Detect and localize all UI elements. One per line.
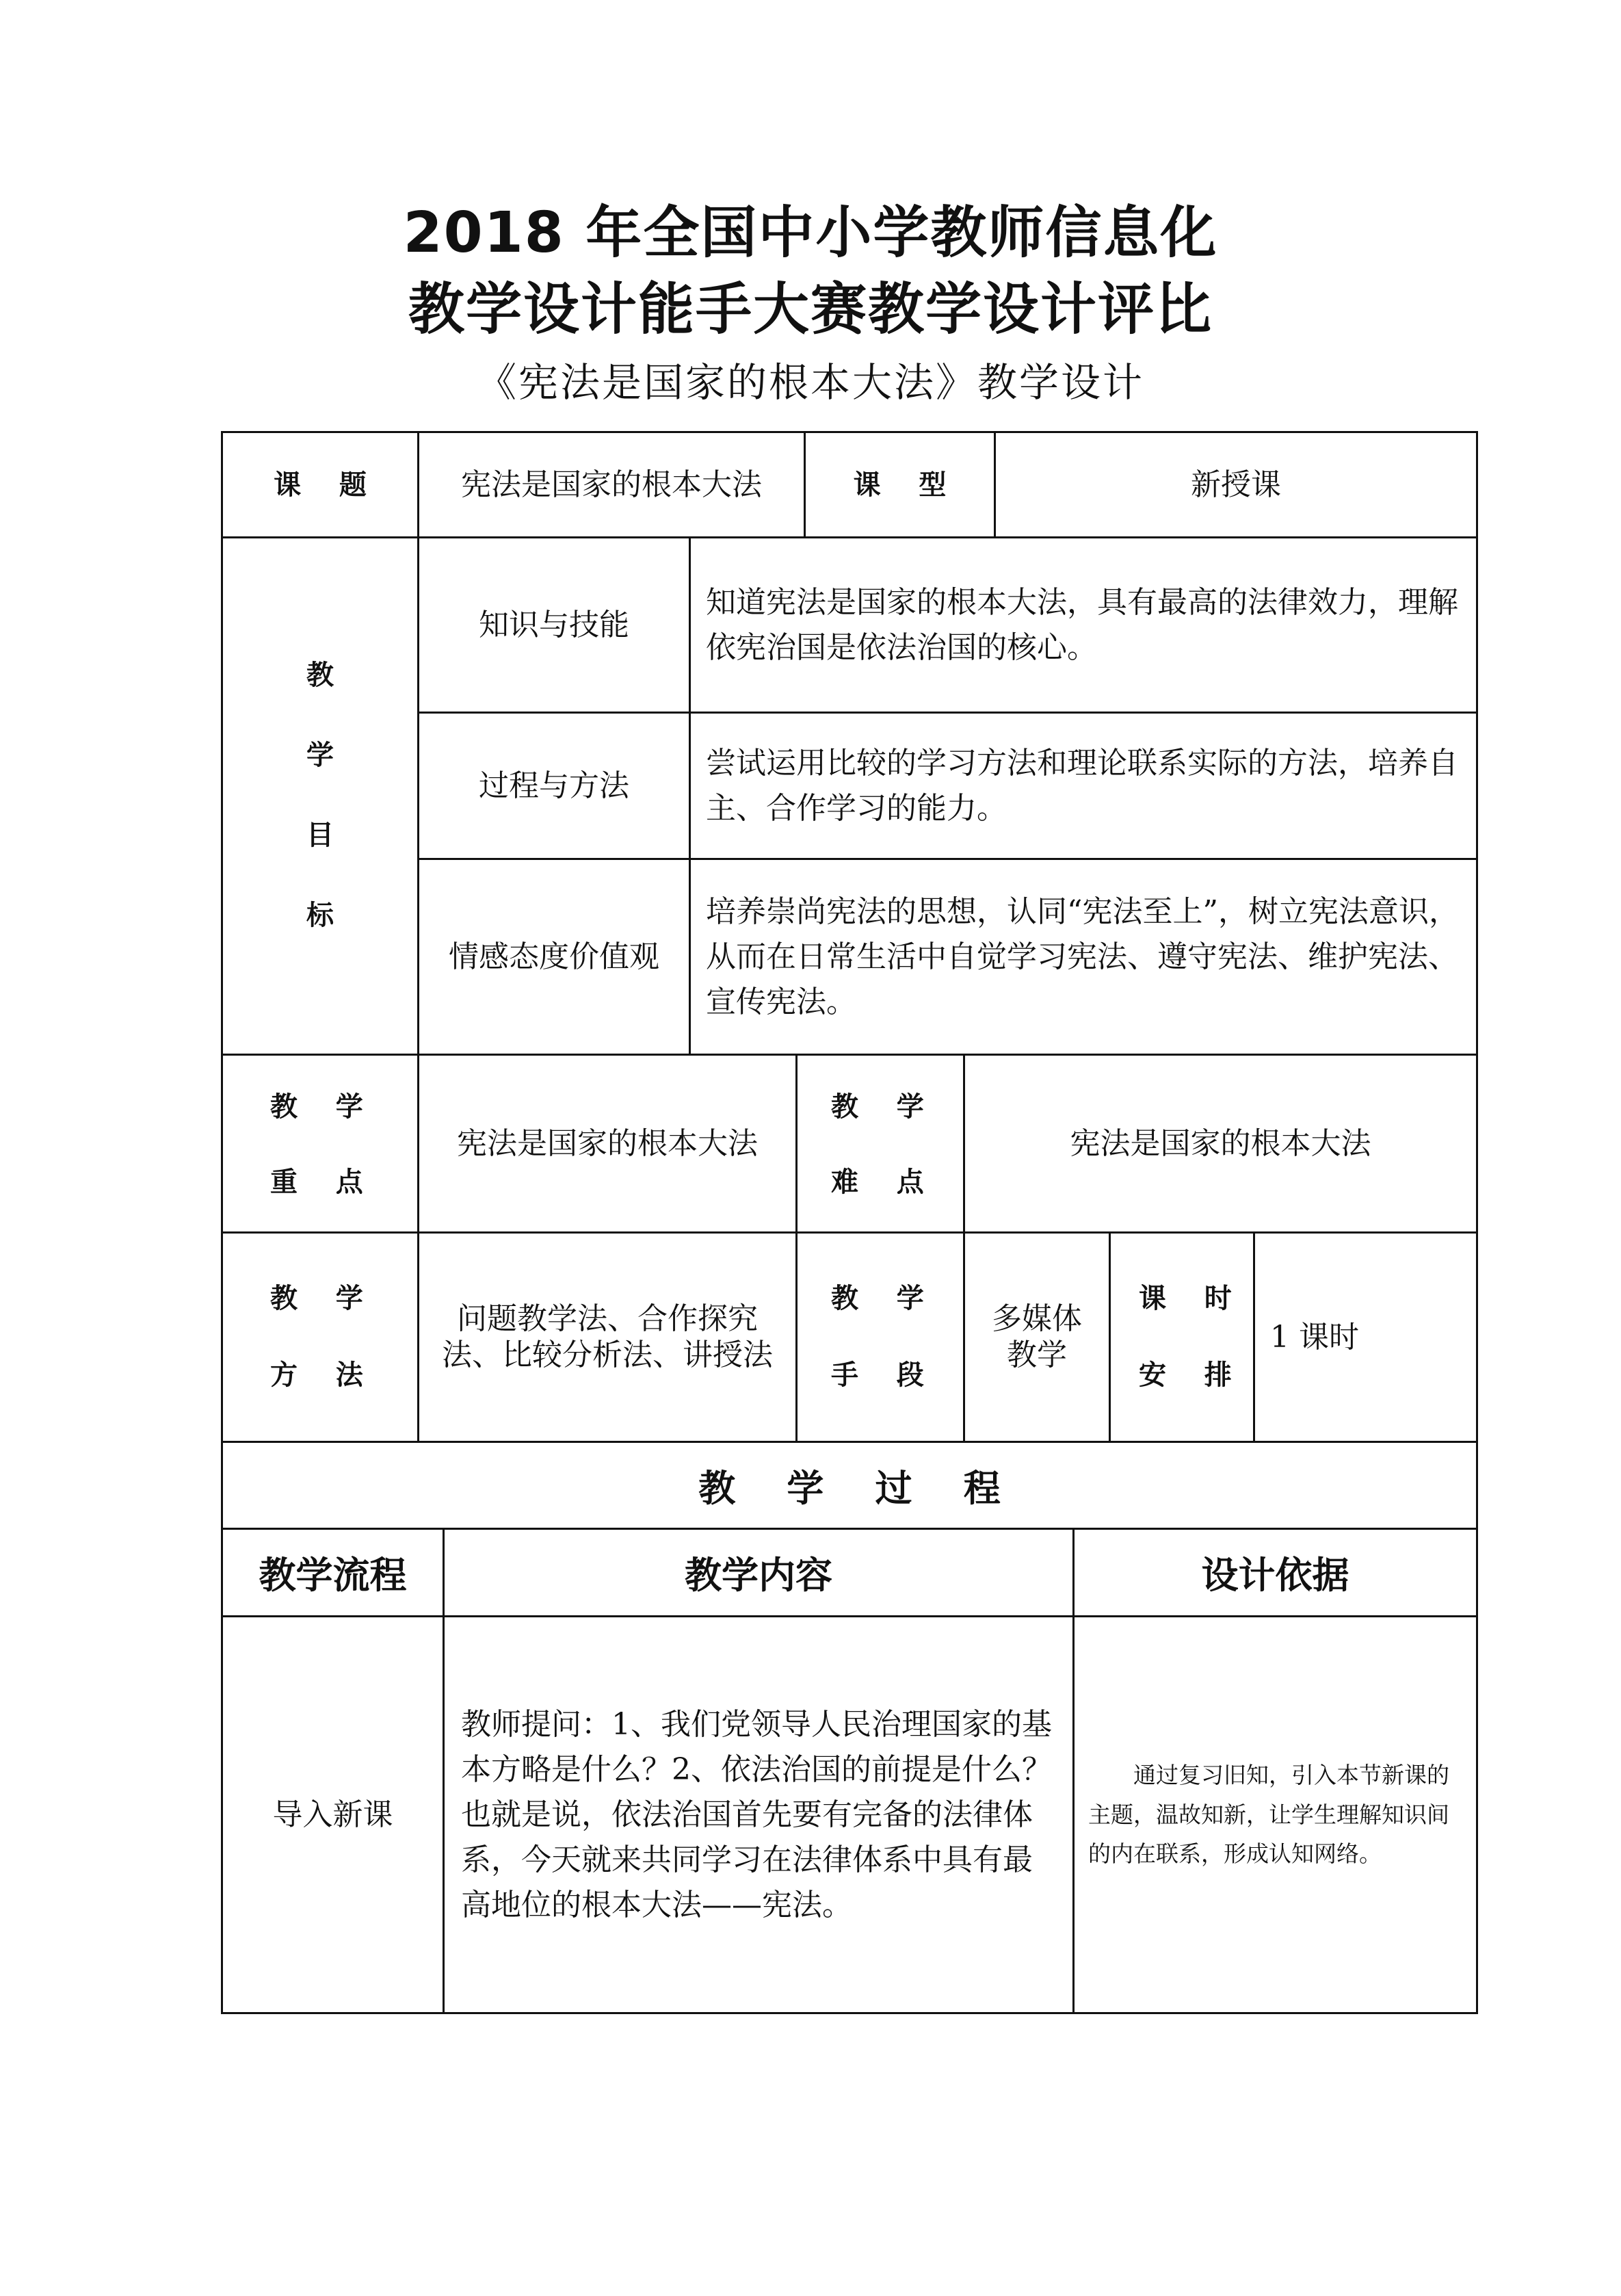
time-value: 1 课时	[1270, 1319, 1359, 1355]
process-stage: 导入新课	[272, 1797, 393, 1832]
objectives-label-char: 目	[306, 820, 334, 851]
column-header-content: 教学内容	[685, 1554, 832, 1597]
topic-label: 课 题	[274, 469, 367, 501]
objective-text-knowledge: 知道宪法是国家的根本大法，具有最高的法律效力，理解依宪治国是依法治国的核心。	[706, 584, 1458, 665]
objective-category-knowledge: 知识与技能	[479, 607, 629, 642]
lesson-type-label: 课 型	[853, 469, 947, 501]
key-points-value: 宪法是国家的根本大法	[457, 1125, 758, 1161]
objectives-label-char: 教	[306, 660, 334, 691]
document-title-line-1: 2018 年全国中小学教师信息化	[403, 200, 1218, 265]
objective-text-process: 尝试运用比较的学习方法和理论联系实际的方法，培养自主、合作学习的能力。	[706, 745, 1458, 826]
objective-category-process: 过程与方法	[479, 768, 629, 803]
document-subtitle: 《宪法是国家的根本大法》教学设计	[476, 359, 1144, 406]
document-title-line-2: 教学设计能手大赛教学设计评比	[408, 277, 1213, 342]
key-points-label-line-2: 重 点	[270, 1166, 363, 1198]
difficulty-label-line-1: 教 学	[831, 1091, 924, 1123]
method-value: 问题教学法、合作探究法、比较分析法、讲授法	[442, 1301, 773, 1372]
method-label-line-1: 教 学	[270, 1283, 363, 1314]
difficulty-value: 宪法是国家的根本大法	[1070, 1125, 1371, 1161]
lesson-type-label-cell	[806, 433, 994, 536]
objectives-label-char: 学	[306, 740, 334, 771]
objectives-label-char: 标	[306, 900, 334, 931]
process-title: 教 学 过 程	[698, 1466, 1001, 1510]
means-label-line-2: 手 段	[831, 1359, 924, 1391]
means-label-line-1: 教 学	[831, 1283, 924, 1314]
column-header-basis: 设计依据	[1201, 1554, 1349, 1597]
column-header-stage: 教学流程	[259, 1554, 407, 1597]
means-value: 多媒体教学	[992, 1301, 1082, 1372]
process-content: 教师提问：1、我们党领导人民治理国家的基本方略是什么？2、依法治国的前提是什么？也就是说，依法治国首先要有完备的法律体系，今天就来共同学习在法律体系中具有最高地位的根本大法——宪法。	[461, 1706, 1052, 1922]
key-points-label-line-1: 教 学	[270, 1091, 363, 1123]
topic-value: 宪法是国家的根本大法	[461, 467, 762, 502]
objective-category-attitude: 情感态度价值观	[449, 939, 659, 974]
method-label-line-2: 方 法	[270, 1359, 363, 1391]
process-basis: 通过复习旧知，引入本节新课的主题，温故知新，让学生理解知识间的内在联系，形成认知网络。	[1088, 1761, 1449, 1868]
difficulty-label-line-2: 难 点	[831, 1166, 924, 1198]
time-label-line-2: 安 排	[1139, 1359, 1232, 1391]
objective-text-attitude: 培养崇尚宪法的思想，认同“宪法至上”，树立宪法意识，从而在日常生活中自觉学习宪法、遵守宪法、维护宪法、宣传宪法。	[706, 893, 1459, 1019]
topic-label-cell	[223, 433, 417, 536]
lesson-type-value: 新授课	[1191, 467, 1281, 502]
time-label-line-1: 课 时	[1139, 1283, 1232, 1314]
